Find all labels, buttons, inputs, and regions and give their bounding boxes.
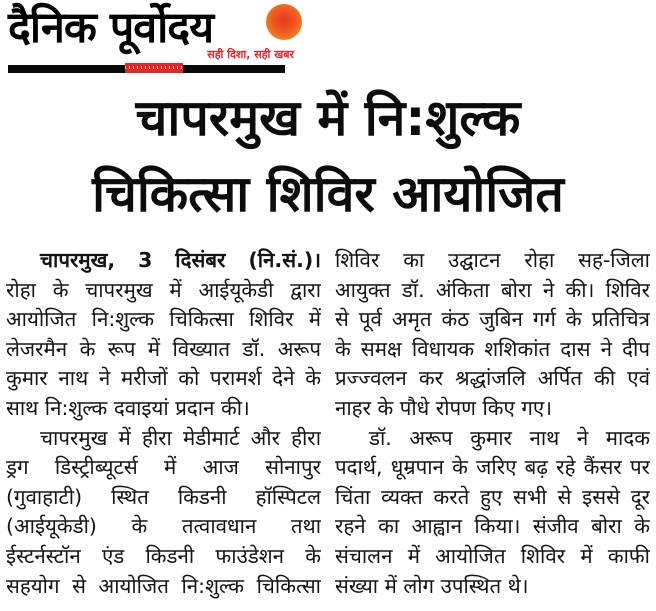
article-line: ड्रग डिस्ट्रीब्यूटर्स में आज सोनापुर — [6, 455, 321, 480]
article-line: रहने का आह्वान किया। संजीव बोरा के — [335, 514, 650, 539]
article-dateline: चापरमुख, 3 दिसंबर (नि.सं.)। — [40, 248, 321, 272]
article-line: डॉ. अरूप कुमार नाथ ने मादक — [369, 425, 650, 450]
article-line: सहयोग से आयोजित नि:शुल्क चिकित्सा — [6, 573, 321, 598]
article-line: पदार्थ, धूम्रपान के जरिए बढ़ रहे कैंसर पर — [335, 455, 650, 480]
article-body — [6, 246, 650, 606]
newspaper-tagline: सही दिशा, सही खबर — [207, 48, 294, 61]
article-line: आयुक्त डॉ. अंकिता बोरा ने की। शिविर — [335, 277, 650, 302]
sun-logo-icon — [266, 4, 302, 40]
newspaper-title: दैनिक पूर्वोदय — [8, 3, 214, 53]
article-line: से पूर्व अमृत कंठ जुबिन गर्ग के प्रतिचित्र — [335, 307, 650, 332]
article-line: संचालन में आयोजित शिविर में काफी — [335, 543, 650, 568]
publisher-badge — [125, 63, 183, 73]
article-line: रोहा के चापरमुख में आईयूकेडी द्वारा — [6, 277, 321, 302]
article-line: संख्या में लोग उपस्थित थे। — [335, 573, 529, 598]
article-column-right — [335, 246, 650, 606]
headline-line-1: चापरमुख में नि:शुल्क — [135, 89, 521, 147]
article-line: प्रज्ज्वलन कर श्रद्धांजलि अर्पित की एवं — [335, 366, 650, 391]
article-line: शिविर का उद्घाटन रोहा सह-जिला — [335, 248, 650, 272]
article-line: (आईयूकेडी) के तत्वावधान तथा — [6, 514, 321, 539]
headline-line-2: चिकित्सा शिविर आयोजित — [92, 165, 564, 223]
article-line: (गुवाहाटी) स्थित किडनी हॉस्पिटल — [6, 484, 321, 509]
article-line: नाहर के पौधे रोपण किए गए। — [335, 395, 553, 420]
article-line: चिंता व्यक्त करते हुए सभी से इससे दूर — [335, 484, 650, 509]
article-line: कुमार नाथ ने मरीजों को परामर्श देने के — [6, 366, 321, 391]
article-column-left — [6, 246, 321, 606]
article-line: ईस्टर्नस्टॉन एंड किडनी फाउंडेशन के — [6, 543, 321, 568]
article-headline — [0, 80, 656, 232]
article-line: के समक्ष विधायक शशिकांत दास ने दीप — [335, 336, 650, 361]
article-line: आयोजित नि:शुल्क चिकित्सा शिविर में — [6, 307, 321, 332]
article-line: लेजरमैन के रूप में विख्यात डॉ. अरूप — [6, 336, 321, 361]
article-line: साथ नि:शुल्क दवाइयां प्रदान की। — [6, 395, 250, 420]
article-line: चापरमुख में हीरा मेडीमार्ट और हीरा — [40, 425, 321, 450]
newspaper-masthead — [8, 2, 308, 73]
masthead-rule — [8, 65, 285, 73]
